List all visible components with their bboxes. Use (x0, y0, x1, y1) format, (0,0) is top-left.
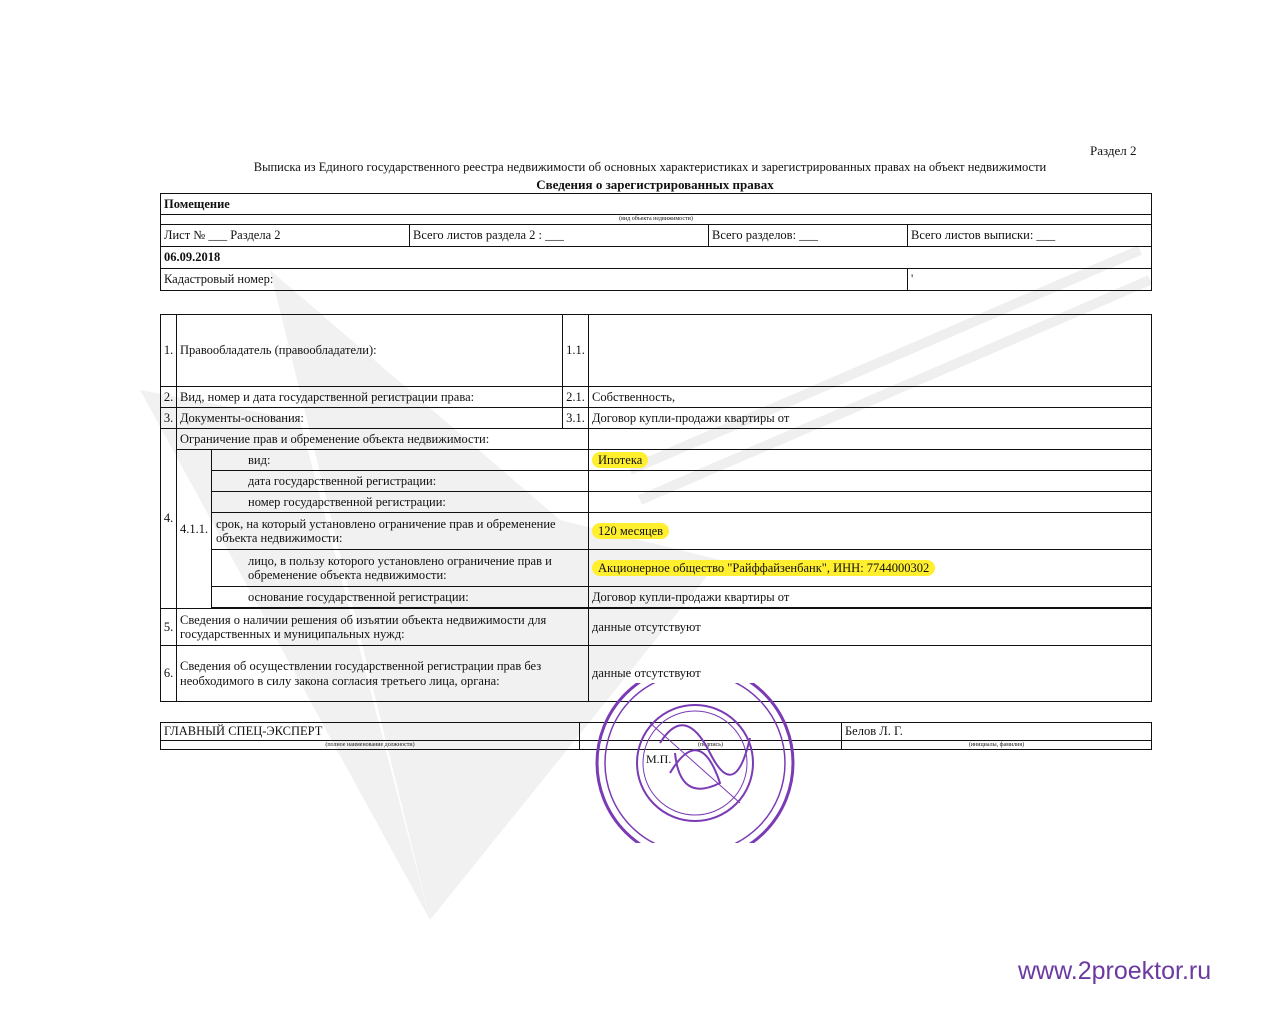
row5-number: 5. (161, 609, 177, 646)
signer-name: Белов Л. Г. (842, 723, 1152, 741)
sheets-in-section: Всего листов раздела 2 : ___ (410, 225, 709, 247)
row1-value (589, 315, 1152, 387)
row3-code: 3.1. (563, 408, 589, 429)
row3-value: Договор купли-продажи квартиры от (589, 408, 1152, 429)
document-subtitle: Сведения о зарегистрированных правах (536, 177, 774, 192)
document-title: Выписка из Единого государственного реестра недвижимости об основных характеристиках и зарегистрированных правах на объект недвижимости (253, 160, 1047, 174)
rights-table (160, 314, 1152, 702)
position-caption: (полное наименование должности) (161, 741, 580, 750)
signer-position: ГЛАВНЫЙ СПЕЦ-ЭКСПЕРТ (161, 723, 580, 741)
row4-kind-cell (589, 450, 1152, 471)
row2-code: 2.1. (563, 387, 589, 408)
row1-number: 1. (161, 315, 177, 387)
row1-label: Правообладатель (правообладатели): (177, 315, 563, 387)
row4-term-cell (589, 513, 1152, 550)
row6-label: Сведения об осуществлении государственной регистрации прав без необходимого в силу закона согласия третьего лица, органа: (177, 646, 589, 702)
row4-regno-label: номер государственной регистрации: (212, 492, 589, 513)
name-caption: (инициалы, фамилия) (842, 741, 1152, 750)
row4-basis-value: Договор купли-продажи квартиры от (589, 587, 1152, 608)
total-sections: Всего разделов: ___ (709, 225, 908, 247)
section-number: Раздел 2 (1090, 143, 1137, 158)
row4-person-label: лицо, в пользу которого установлено ограничение прав и обременение объекта недвижимости: (212, 550, 589, 587)
row6-value: данные отсутствуют (589, 646, 1152, 702)
row3-label: Документы-основания: (177, 408, 563, 429)
stamp-place: М.П. (646, 752, 672, 766)
row4-date-label: дата государственной регистрации: (212, 471, 589, 492)
sheet-number: Лист № ___ Раздела 2 (161, 225, 410, 247)
footer-url[interactable]: www.2proektor.ru (1018, 957, 1212, 985)
object-type-caption: (вид объекта недвижимости) (161, 215, 1152, 225)
total-sheets: Всего листов выписки: ___ (908, 225, 1152, 247)
row4-term-value: 120 месяцев (592, 523, 669, 539)
row4-basis-label: основание государственной регистрации: (212, 587, 589, 608)
row4-number: 4. (161, 429, 177, 609)
row6-number: 6. (161, 646, 177, 702)
row4-person-value: Акционерное общество "Райффайзенбанк", ИНН: 7744000302 (592, 560, 935, 576)
object-type: Помещение (161, 194, 1152, 215)
document-date: 06.09.2018 (161, 247, 1152, 269)
row2-number: 2. (161, 387, 177, 408)
row4-kind-value: Ипотека (592, 452, 648, 468)
cadastral-label: Кадастровый номер: (161, 269, 908, 291)
row4-date-value (589, 471, 1152, 492)
row3-number: 3. (161, 408, 177, 429)
cadastral-value: ' (908, 269, 1152, 291)
row4-empty (589, 429, 1152, 450)
signature-caption: (подпись) (580, 741, 842, 750)
row1-code: 1.1. (563, 315, 589, 387)
row4-person-cell (589, 550, 1152, 587)
row5-value: данные отсутствуют (589, 609, 1152, 646)
official-stamp (590, 683, 800, 843)
row5-label: Сведения о наличии решения об изъятии объекта недвижимости для государственных и муниципальных нужд: (177, 609, 589, 646)
row4-term-label: срок, на который установлено ограничение прав и обременение объекта недвижимости: (212, 513, 589, 550)
row4-regno-value (589, 492, 1152, 513)
row2-label: Вид, номер и дата государственной регистрации права: (177, 387, 563, 408)
row4-label: Ограничение прав и обременение объекта недвижимости: (177, 429, 589, 450)
header-table (160, 193, 1152, 291)
row4-code: 4.1.1. (177, 450, 212, 609)
row4-kind-label: вид: (212, 450, 589, 471)
row2-value: Собственность, (589, 387, 1152, 408)
